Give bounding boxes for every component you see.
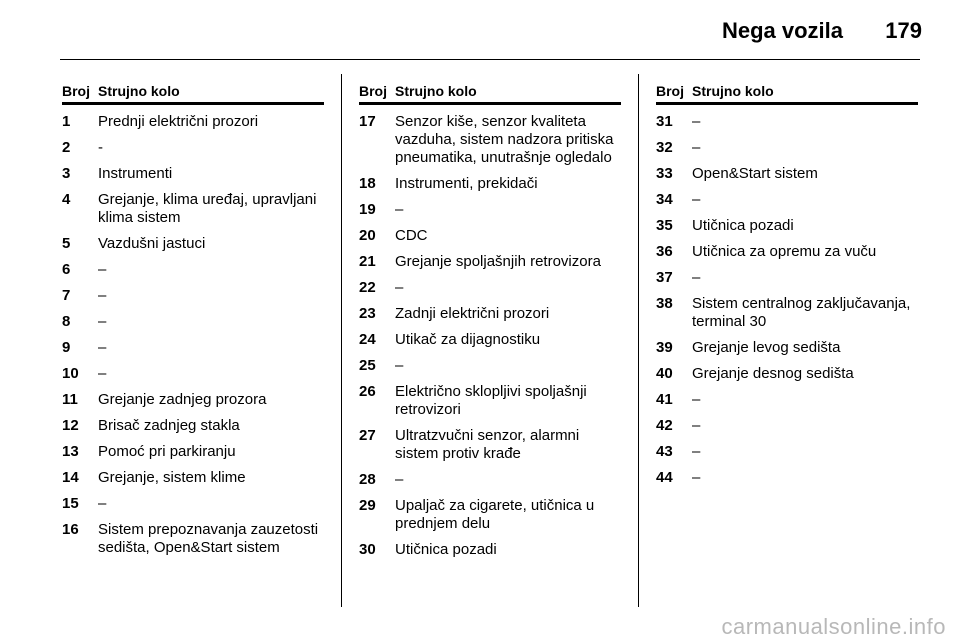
fuse-number: 23: [359, 305, 376, 322]
fuse-number: 43: [656, 443, 673, 460]
column-header: [359, 83, 621, 105]
fuse-row: [656, 339, 918, 357]
fuse-number: 14: [62, 469, 79, 486]
fuse-circuit: -: [98, 139, 103, 156]
fuse-number: 42: [656, 417, 673, 434]
fuse-number: 8: [62, 313, 71, 330]
page-header: [0, 0, 960, 62]
fuse-circuit: –: [692, 391, 701, 408]
fuse-row: [62, 365, 324, 383]
fuse-row: [359, 541, 621, 559]
column-header: [62, 83, 324, 105]
header-circuit: Strujno kolo: [98, 83, 180, 99]
fuse-row: [656, 391, 918, 409]
fuse-row: [656, 269, 918, 287]
fuse-circuit: –: [395, 279, 404, 296]
fuse-row: [656, 165, 918, 183]
fuse-row: [62, 261, 324, 279]
fuse-row: [62, 469, 324, 487]
fuse-number: 11: [62, 391, 78, 408]
fuse-circuit: –: [98, 339, 107, 356]
fuse-circuit: Grejanje desnog sedišta: [692, 365, 854, 382]
fuse-number: 2: [62, 139, 71, 156]
fuse-row: [359, 175, 621, 193]
page-number: 179: [885, 18, 922, 43]
fuse-number: 34: [656, 191, 673, 208]
fuse-row: [62, 287, 324, 305]
fuse-number: 12: [62, 417, 79, 434]
fuse-number: 1: [62, 113, 71, 130]
fuse-circuit: –: [692, 191, 701, 208]
fuse-number: 4: [62, 191, 71, 208]
header-num: Broj: [62, 83, 90, 99]
fuse-circuit: Open&Start sistem: [692, 165, 818, 182]
fuse-row: [62, 313, 324, 331]
fuse-number: 24: [359, 331, 376, 348]
fuse-number: 15: [62, 495, 79, 512]
fuse-number: 33: [656, 165, 673, 182]
fuse-circuit: Utičnica pozadi: [692, 217, 794, 234]
fuse-row: [656, 217, 918, 235]
fuse-circuit: –: [98, 495, 107, 512]
fuse-circuit: –: [395, 471, 404, 488]
fuse-row: [359, 497, 621, 533]
fuse-row: [62, 113, 324, 131]
fuse-row: [656, 417, 918, 435]
fuse-number: 5: [62, 235, 71, 252]
fuse-number: 36: [656, 243, 673, 260]
fuse-circuit: CDC: [395, 227, 428, 244]
fuse-number: 29: [359, 497, 376, 514]
fuse-circuit: –: [395, 201, 404, 218]
fuse-column-3: [656, 83, 918, 495]
fuse-circuit: Sistem prepoznavanja zauzetosti sedišta, Open&Start sistem: [98, 521, 319, 556]
fuse-number: 39: [656, 339, 673, 356]
fuse-number: 41: [656, 391, 673, 408]
fuse-row: [359, 253, 621, 271]
fuse-circuit: –: [98, 313, 107, 330]
fuse-number: 26: [359, 383, 376, 400]
fuse-row: [359, 113, 621, 167]
column-divider: [638, 74, 639, 607]
fuse-circuit: Prednji električni prozori: [98, 113, 259, 130]
fuse-number: 35: [656, 217, 673, 234]
fuse-circuit: –: [692, 469, 701, 486]
fuse-number: 19: [359, 201, 376, 218]
fuse-circuit: Brisač zadnjeg stakla: [98, 417, 240, 434]
fuse-row: [62, 235, 324, 253]
fuse-row: [656, 191, 918, 209]
fuse-column-2: [359, 83, 621, 567]
fuse-row: [62, 521, 324, 557]
fuse-circuit: Sistem centralnog zaključavanja, terminal 30: [692, 295, 911, 330]
fuse-circuit: –: [692, 443, 701, 460]
fuse-row: [62, 391, 324, 409]
fuse-circuit: –: [692, 417, 701, 434]
fuse-number: 7: [62, 287, 71, 304]
fuse-circuit: Grejanje levog sedišta: [692, 339, 841, 356]
fuse-row: [62, 443, 324, 461]
fuse-circuit: –: [692, 113, 701, 130]
header-num: Broj: [656, 83, 684, 99]
fuse-circuit: Grejanje spoljašnjih retrovizora: [395, 253, 601, 270]
fuse-circuit: Grejanje, klima uređaj, upravljani klima sistem: [98, 191, 317, 226]
fuse-circuit: –: [692, 139, 701, 156]
fuse-number: 9: [62, 339, 71, 356]
fuse-row: [656, 443, 918, 461]
fuse-number: 44: [656, 469, 673, 486]
fuse-circuit: –: [395, 357, 404, 374]
fuse-circuit: Zadnji električni prozori: [395, 305, 550, 322]
fuse-number: 18: [359, 175, 376, 192]
fuse-row: [359, 357, 621, 375]
header-num: Broj: [359, 83, 387, 99]
fuse-number: 3: [62, 165, 71, 182]
fuse-number: 31: [656, 113, 673, 130]
fuse-number: 6: [62, 261, 71, 278]
fuse-number: 40: [656, 365, 673, 382]
fuse-circuit: Utikač za dijagnostiku: [395, 331, 541, 348]
fuse-row: [656, 243, 918, 261]
fuse-circuit: Utičnica za opremu za vuču: [692, 243, 877, 260]
fuse-circuit: –: [98, 287, 107, 304]
fuse-number: 21: [359, 253, 376, 270]
fuse-circuit: Pomoć pri parkiranju: [98, 443, 236, 460]
fuse-number: 28: [359, 471, 376, 488]
fuse-number: 13: [62, 443, 79, 460]
column-header: [656, 83, 918, 105]
fuse-row: [62, 339, 324, 357]
fuse-circuit: Senzor kiše, senzor kvaliteta vazduha, sistem nadzora pritiska pneumatika, unutrašnje ogledalo: [395, 113, 614, 166]
fuse-circuit: Instrumenti: [98, 165, 173, 182]
fuse-row: [62, 139, 324, 157]
fuse-row: [359, 471, 621, 489]
fuse-number: 10: [62, 365, 79, 382]
header-circuit: Strujno kolo: [692, 83, 774, 99]
fuse-circuit: Instrumenti, prekidači: [395, 175, 538, 192]
fuse-row: [359, 201, 621, 219]
fuse-circuit: Utičnica pozadi: [395, 541, 497, 558]
fuse-circuit: –: [692, 269, 701, 286]
watermark: carmanualsonline.info: [721, 614, 946, 639]
fuse-row: [656, 113, 918, 131]
fuse-row: [359, 427, 621, 463]
fuse-row: [359, 279, 621, 297]
fuse-number: 20: [359, 227, 376, 244]
fuse-number: 32: [656, 139, 673, 156]
header-rule: [60, 59, 920, 60]
fuse-row: [656, 469, 918, 487]
fuse-row: [359, 305, 621, 323]
fuse-row: [359, 227, 621, 245]
fuse-circuit: Upaljač za cigarete, utičnica u prednjem delu: [395, 497, 595, 532]
fuse-number: 22: [359, 279, 376, 296]
fuse-row: [656, 295, 918, 331]
fuse-circuit: Električno sklopljivi spoljašnji retrovizori: [395, 383, 587, 418]
fuse-number: 38: [656, 295, 673, 312]
column-divider: [341, 74, 342, 607]
fuse-row: [359, 383, 621, 419]
fuse-row: [62, 191, 324, 227]
fuse-number: 17: [359, 113, 376, 130]
fuse-row: [359, 331, 621, 349]
fuse-number: 30: [359, 541, 376, 558]
fuse-circuit: –: [98, 261, 107, 278]
fuse-circuit: Grejanje, sistem klime: [98, 469, 246, 486]
fuse-row: [62, 495, 324, 513]
fuse-circuit: –: [98, 365, 107, 382]
fuse-number: 25: [359, 357, 376, 374]
fuse-number: 16: [62, 521, 79, 538]
page-title: Nega vozila: [721, 18, 843, 43]
fuse-row: [62, 417, 324, 435]
fuse-row: [62, 165, 324, 183]
fuse-circuit: Vazdušni jastuci: [98, 235, 206, 252]
fuse-circuit: Grejanje zadnjeg prozora: [98, 391, 267, 408]
fuse-circuit: Ultratzvučni senzor, alarmni sistem protiv krađe: [395, 427, 580, 462]
fuse-number: 27: [359, 427, 376, 444]
header-circuit: Strujno kolo: [395, 83, 477, 99]
fuse-row: [656, 365, 918, 383]
fuse-column-1: [62, 83, 324, 565]
fuse-row: [656, 139, 918, 157]
fuse-number: 37: [656, 269, 673, 286]
